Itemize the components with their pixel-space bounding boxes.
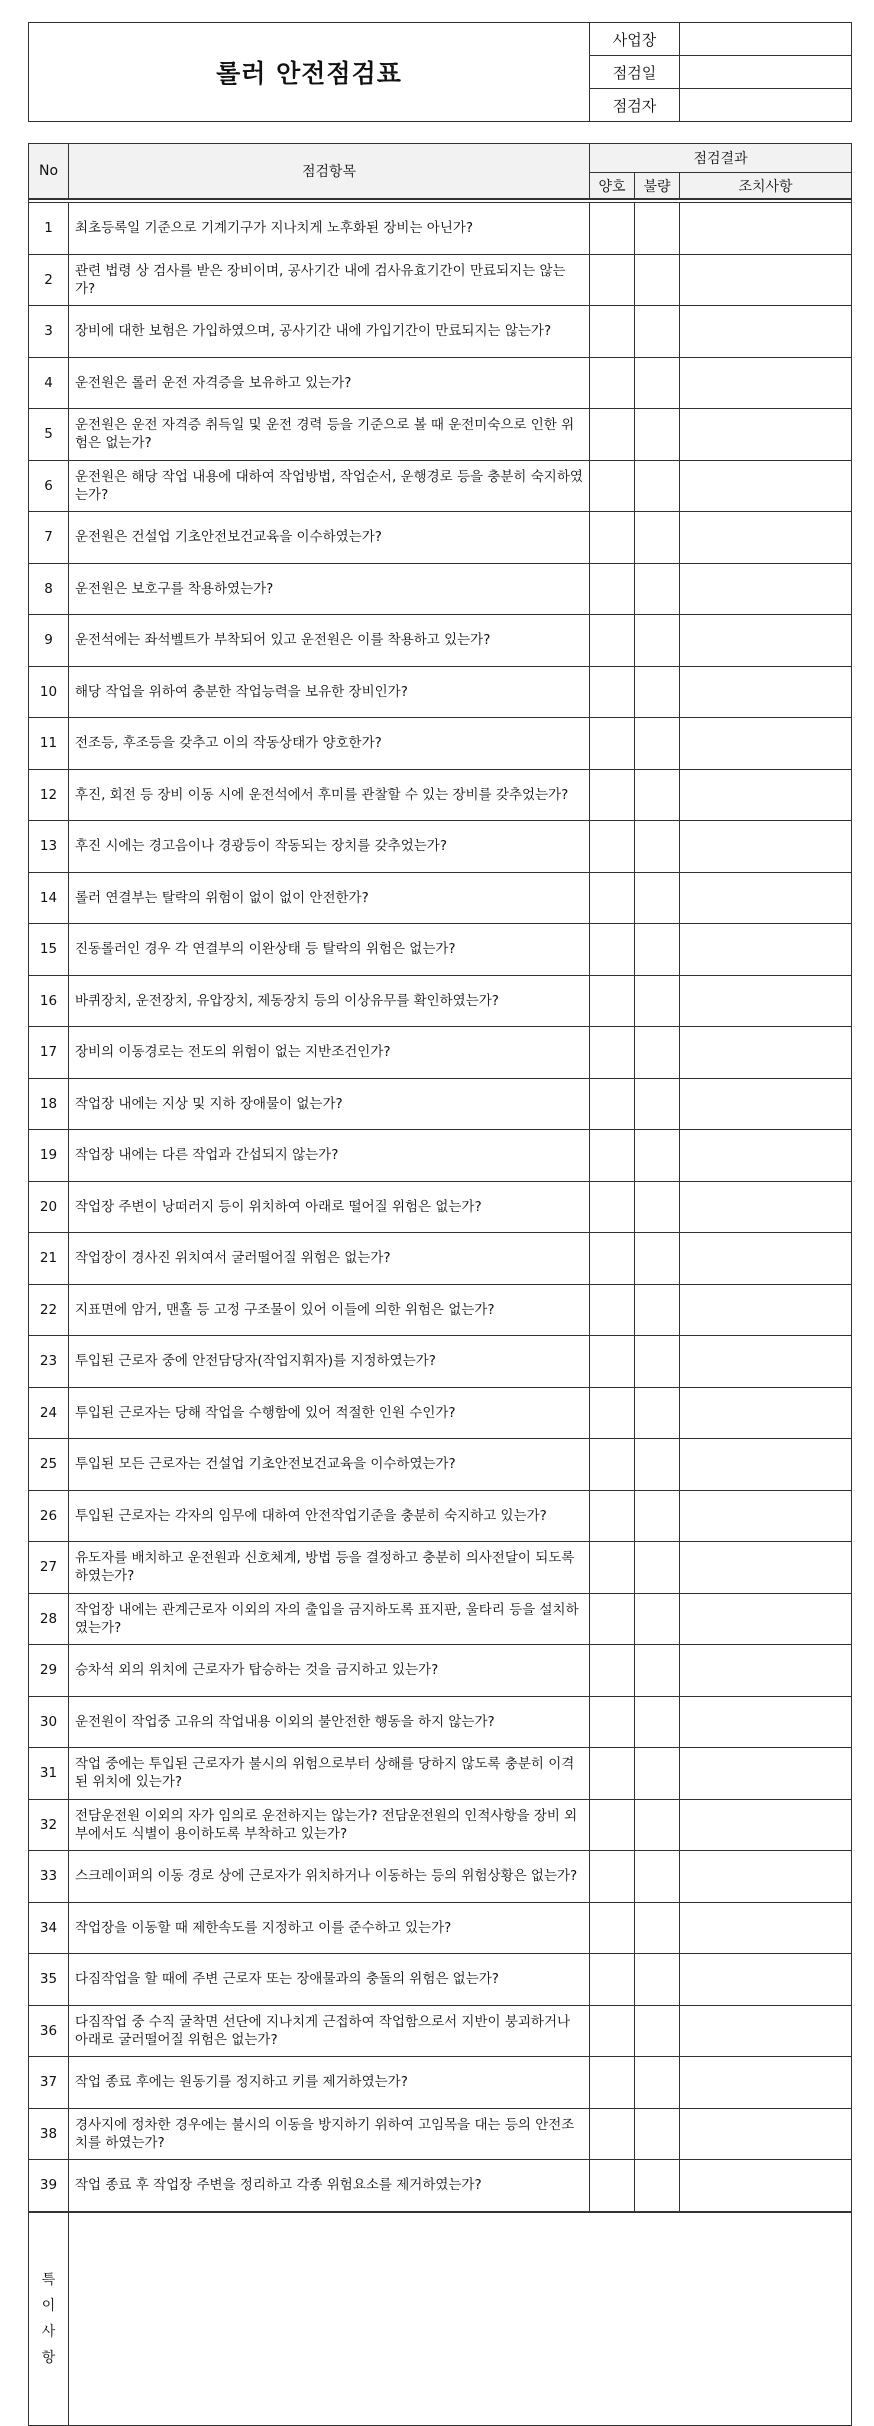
good-check-cell[interactable] [590,821,635,873]
bad-check-cell[interactable] [635,2005,680,2057]
bad-check-cell[interactable] [635,1387,680,1439]
item-text: 유도자를 배치하고 운전원과 신호체계, 방법 등을 결정하고 충분히 의사전달이 되도록 하였는가? [69,1542,590,1594]
good-check-cell[interactable] [590,924,635,976]
item-text: 작업장이 경사진 위치여서 굴러떨어질 위험은 없는가? [69,1233,590,1285]
item-text: 운전원은 운전 자격증 취득일 및 운전 경력 등을 기준으로 볼 때 운전미숙으로 인한 위험은 없는가? [69,409,590,461]
bad-check-cell[interactable] [635,357,680,409]
notes-field[interactable] [69,2212,852,2426]
good-check-cell[interactable] [590,975,635,1027]
bad-check-cell[interactable] [635,1027,680,1079]
good-check-cell[interactable] [590,1696,635,1748]
bad-check-cell[interactable] [635,666,680,718]
item-number: 10 [29,666,69,718]
item-text: 경사지에 정차한 경우에는 불시의 이동을 방지하기 위하여 고임목을 대는 등의 안전조치를 하였는가? [69,2108,590,2160]
good-check-cell[interactable] [590,1542,635,1594]
item-text: 작업장 주변이 낭떠러지 등이 위치하여 아래로 떨어질 위험은 없는가? [69,1181,590,1233]
item-text: 투입된 모든 근로자는 건설업 기초안전보건교육을 이수하였는가? [69,1439,590,1491]
item-text: 운전석에는 좌석벨트가 부착되어 있고 운전원은 이를 착용하고 있는가? [69,615,590,667]
action-cell[interactable] [680,2057,852,2109]
bad-check-cell[interactable] [635,1799,680,1851]
item-number: 36 [29,2005,69,2057]
item-number: 26 [29,1490,69,1542]
good-check-cell[interactable] [590,615,635,667]
action-cell[interactable] [680,1078,852,1130]
action-cell[interactable] [680,1851,852,1903]
item-number: 27 [29,1542,69,1594]
item-number: 14 [29,872,69,924]
item-text: 해당 작업을 위하여 충분한 작업능력을 보유한 장비인가? [69,666,590,718]
table-row [29,1645,852,1697]
table-row [29,2108,852,2160]
action-cell[interactable] [680,872,852,924]
action-cell[interactable] [680,1645,852,1697]
item-number: 34 [29,1902,69,1954]
bad-check-cell[interactable] [635,306,680,358]
table-row [29,975,852,1027]
action-cell[interactable] [680,718,852,770]
table-row [29,924,852,976]
bad-check-cell[interactable] [635,563,680,615]
good-check-cell[interactable] [590,357,635,409]
item-number: 6 [29,460,69,512]
table-row [29,1439,852,1491]
good-check-cell[interactable] [590,718,635,770]
good-check-cell[interactable] [590,769,635,821]
item-text: 전담운전원 이외의 자가 임의로 운전하지는 않는가? 전담운전원의 인적사항을 장비 외부에서도 식별이 용이하도록 부착하고 있는가? [69,1799,590,1851]
item-text: 운전원은 보호구를 착용하였는가? [69,563,590,615]
action-cell[interactable] [680,1130,852,1182]
item-text: 진동롤러인 경우 각 연결부의 이완상태 등 탈락의 위험은 없는가? [69,924,590,976]
action-cell[interactable] [680,666,852,718]
good-check-cell[interactable] [590,1645,635,1697]
action-cell[interactable] [680,1387,852,1439]
item-text: 장비의 이동경로는 전도의 위험이 없는 지반조건인가? [69,1027,590,1079]
item-number: 37 [29,2057,69,2109]
table-row [29,1696,852,1748]
table-row [29,769,852,821]
table-row [29,872,852,924]
item-text: 지표면에 암거, 맨홀 등 고정 구조물이 있어 이들에 의한 위험은 없는가? [69,1284,590,1336]
bad-check-cell[interactable] [635,203,680,255]
col-header-bad: 불량 [635,173,680,200]
item-number: 25 [29,1439,69,1491]
good-check-cell[interactable] [590,1902,635,1954]
bad-check-cell[interactable] [635,718,680,770]
item-number: 35 [29,1954,69,2006]
table-row [29,563,852,615]
item-text: 운전원은 롤러 운전 자격증을 보유하고 있는가? [69,357,590,409]
table-row [29,1954,852,2006]
item-number: 33 [29,1851,69,1903]
notes-label: 특이사항 [41,2271,56,2366]
action-cell[interactable] [680,254,852,306]
col-header-result: 점검결과 [590,144,852,173]
bad-check-cell[interactable] [635,1284,680,1336]
item-number: 17 [29,1027,69,1079]
good-check-cell[interactable] [590,2057,635,2109]
good-check-cell[interactable] [590,872,635,924]
item-text: 작업장을 이동할 때 제한속도를 지정하고 이를 준수하고 있는가? [69,1902,590,1954]
action-cell[interactable] [680,1954,852,2006]
good-check-cell[interactable] [590,203,635,255]
bad-check-cell[interactable] [635,924,680,976]
bad-check-cell[interactable] [635,1542,680,1594]
good-check-cell[interactable] [590,1799,635,1851]
item-number: 3 [29,306,69,358]
good-check-cell[interactable] [590,2005,635,2057]
action-cell[interactable] [680,203,852,255]
table-row [29,1851,852,1903]
bad-check-cell[interactable] [635,1954,680,2006]
action-cell[interactable] [680,1181,852,1233]
item-text: 관련 법령 상 검사를 받은 장비이며, 공사기간 내에 검사유효기간이 만료되지는 않는가? [69,254,590,306]
good-check-cell[interactable] [590,1130,635,1182]
item-number: 1 [29,203,69,255]
action-cell[interactable] [680,1336,852,1388]
table-row [29,1284,852,1336]
bad-check-cell[interactable] [635,615,680,667]
item-text: 운전원은 건설업 기초안전보건교육을 이수하였는가? [69,512,590,564]
item-text: 운전원이 작업중 고유의 작업내용 이외의 불안전한 행동을 하지 않는가? [69,1696,590,1748]
table-row [29,1490,852,1542]
item-number: 30 [29,1696,69,1748]
item-number: 4 [29,357,69,409]
action-cell[interactable] [680,1696,852,1748]
date-field[interactable] [680,56,852,89]
item-text: 작업 중에는 투입된 근로자가 불시의 위험으로부터 상해를 당하지 않도록 충분히 이격된 위치에 있는가? [69,1748,590,1800]
action-cell[interactable] [680,2005,852,2057]
item-number: 22 [29,1284,69,1336]
bad-check-cell[interactable] [635,1181,680,1233]
table-row [29,1336,852,1388]
checklist-table [28,143,852,2426]
item-text: 스크레이퍼의 이동 경로 상에 근로자가 위치하거나 이동하는 등의 위험상황은 없는가? [69,1851,590,1903]
bad-check-cell[interactable] [635,1851,680,1903]
item-text: 다짐작업 중 수직 굴착면 선단에 지나치게 근접하여 작업함으로서 지반이 붕괴하거나 아래로 굴러떨어질 위험은 없는가? [69,2005,590,2057]
good-check-cell[interactable] [590,254,635,306]
action-cell[interactable] [680,2160,852,2212]
table-row [29,1233,852,1285]
good-check-cell[interactable] [590,1387,635,1439]
bad-check-cell[interactable] [635,872,680,924]
item-text: 투입된 근로자는 각자의 임무에 대하여 안전작업기준을 충분히 숙지하고 있는가? [69,1490,590,1542]
good-check-cell[interactable] [590,1748,635,1800]
table-row [29,718,852,770]
good-check-cell[interactable] [590,563,635,615]
action-cell[interactable] [680,409,852,461]
table-row [29,512,852,564]
action-cell[interactable] [680,460,852,512]
col-header-item: 점검항목 [69,144,590,200]
action-cell[interactable] [680,924,852,976]
item-number: 12 [29,769,69,821]
notes-label-cell [29,2212,69,2426]
table-row [29,409,852,461]
item-number: 19 [29,1130,69,1182]
action-cell[interactable] [680,1439,852,1491]
table-row [29,1027,852,1079]
item-number: 15 [29,924,69,976]
inspector-label: 점검자 [590,89,680,122]
bad-check-cell[interactable] [635,1336,680,1388]
col-header-no: No [29,144,69,200]
action-cell[interactable] [680,1027,852,1079]
item-text: 후진 시에는 경고음이나 경광등이 작동되는 장치를 갖추었는가? [69,821,590,873]
item-text: 롤러 연결부는 탈락의 위험이 없이 없이 안전한가? [69,872,590,924]
item-text: 최초등록일 기준으로 기계기구가 지나치게 노후화된 장비는 아닌가? [69,203,590,255]
table-row [29,254,852,306]
bad-check-cell[interactable] [635,254,680,306]
header-table [28,22,852,122]
bad-check-cell[interactable] [635,1902,680,1954]
action-cell[interactable] [680,1233,852,1285]
good-check-cell[interactable] [590,1027,635,1079]
item-number: 5 [29,409,69,461]
bad-check-cell[interactable] [635,975,680,1027]
action-cell[interactable] [680,821,852,873]
item-text: 다짐작업을 할 때에 주변 근로자 또는 장애물과의 충돌의 위험은 없는가? [69,1954,590,2006]
good-check-cell[interactable] [590,1851,635,1903]
good-check-cell[interactable] [590,1439,635,1491]
table-row [29,1130,852,1182]
table-row [29,2005,852,2057]
good-check-cell[interactable] [590,1593,635,1645]
table-row [29,666,852,718]
item-text: 작업장 내에는 다른 작업과 간섭되지 않는가? [69,1130,590,1182]
inspector-field[interactable] [680,89,852,122]
item-number: 13 [29,821,69,873]
item-number: 32 [29,1799,69,1851]
good-check-cell[interactable] [590,409,635,461]
good-check-cell[interactable] [590,2160,635,2212]
item-number: 23 [29,1336,69,1388]
table-row [29,615,852,667]
item-number: 38 [29,2108,69,2160]
item-text: 작업장 내에는 관계근로자 이외의 자의 출입을 금지하도록 표지판, 울타리 등을 설치하였는가? [69,1593,590,1645]
good-check-cell[interactable] [590,1078,635,1130]
action-cell[interactable] [680,1490,852,1542]
table-row [29,1748,852,1800]
item-text: 작업장 내에는 지상 및 지하 장애물이 없는가? [69,1078,590,1130]
action-cell[interactable] [680,769,852,821]
table-row [29,821,852,873]
item-number: 28 [29,1593,69,1645]
item-number: 24 [29,1387,69,1439]
bad-check-cell[interactable] [635,1696,680,1748]
action-cell[interactable] [680,357,852,409]
item-number: 7 [29,512,69,564]
good-check-cell[interactable] [590,1336,635,1388]
table-row [29,1078,852,1130]
item-text: 장비에 대한 보험은 가입하였으며, 공사기간 내에 가입기간이 만료되지는 않는가? [69,306,590,358]
good-check-cell[interactable] [590,306,635,358]
action-cell[interactable] [680,1593,852,1645]
bad-check-cell[interactable] [635,2057,680,2109]
bad-check-cell[interactable] [635,2108,680,2160]
item-number: 29 [29,1645,69,1697]
date-label: 점검일 [590,56,680,89]
item-number: 9 [29,615,69,667]
table-row [29,460,852,512]
action-cell[interactable] [680,1284,852,1336]
item-text: 작업 종료 후에는 원동기를 정지하고 키를 제거하였는가? [69,2057,590,2109]
document-title: 롤러 안전점검표 [29,23,590,122]
good-check-cell[interactable] [590,1954,635,2006]
bad-check-cell[interactable] [635,512,680,564]
bad-check-cell[interactable] [635,1748,680,1800]
table-row [29,1799,852,1851]
item-text: 작업 종료 후 작업장 주변을 정리하고 각종 위험요소를 제거하였는가? [69,2160,590,2212]
item-number: 11 [29,718,69,770]
action-cell[interactable] [680,1748,852,1800]
good-check-cell[interactable] [590,1181,635,1233]
item-number: 2 [29,254,69,306]
col-header-action: 조치사항 [680,173,852,200]
item-text: 투입된 근로자 중에 안전담당자(작업지휘자)를 지정하였는가? [69,1336,590,1388]
item-number: 8 [29,563,69,615]
site-field[interactable] [680,23,852,56]
col-header-good: 양호 [590,173,635,200]
item-number: 39 [29,2160,69,2212]
item-number: 21 [29,1233,69,1285]
bad-check-cell[interactable] [635,1130,680,1182]
table-row [29,1593,852,1645]
good-check-cell[interactable] [590,1284,635,1336]
good-check-cell[interactable] [590,460,635,512]
table-row [29,1181,852,1233]
bad-check-cell[interactable] [635,1490,680,1542]
action-cell[interactable] [680,975,852,1027]
bad-check-cell[interactable] [635,1439,680,1491]
item-number: 20 [29,1181,69,1233]
good-check-cell[interactable] [590,2108,635,2160]
table-row [29,2057,852,2109]
action-cell[interactable] [680,563,852,615]
table-row [29,2160,852,2212]
good-check-cell[interactable] [590,1490,635,1542]
action-cell[interactable] [680,306,852,358]
bad-check-cell[interactable] [635,769,680,821]
bad-check-cell[interactable] [635,1233,680,1285]
item-number: 18 [29,1078,69,1130]
item-text: 투입된 근로자는 당해 작업을 수행함에 있어 적절한 인원 수인가? [69,1387,590,1439]
bad-check-cell[interactable] [635,460,680,512]
bad-check-cell[interactable] [635,2160,680,2212]
item-text: 운전원은 해당 작업 내용에 대하여 작업방법, 작업순서, 운행경로 등을 충분히 숙지하였는가? [69,460,590,512]
item-text: 후진, 회전 등 장비 이동 시에 운전석에서 후미를 관찰할 수 있는 장비를 갖추었는가? [69,769,590,821]
action-cell[interactable] [680,615,852,667]
bad-check-cell[interactable] [635,1078,680,1130]
notes-row [29,2212,852,2426]
table-row [29,357,852,409]
action-cell[interactable] [680,512,852,564]
good-check-cell[interactable] [590,1233,635,1285]
site-label: 사업장 [590,23,680,56]
table-row [29,306,852,358]
item-number: 31 [29,1748,69,1800]
table-row [29,1387,852,1439]
table-row [29,1542,852,1594]
good-check-cell[interactable] [590,666,635,718]
bad-check-cell[interactable] [635,1645,680,1697]
bad-check-cell[interactable] [635,821,680,873]
table-row [29,1902,852,1954]
item-number: 16 [29,975,69,1027]
action-cell[interactable] [680,2108,852,2160]
item-text: 바퀴장치, 운전장치, 유압장치, 제동장치 등의 이상유무를 확인하였는가? [69,975,590,1027]
table-row [29,203,852,255]
action-cell[interactable] [680,1542,852,1594]
good-check-cell[interactable] [590,512,635,564]
bad-check-cell[interactable] [635,1593,680,1645]
action-cell[interactable] [680,1799,852,1851]
item-text: 전조등, 후조등을 갖추고 이의 작동상태가 양호한가? [69,718,590,770]
action-cell[interactable] [680,1902,852,1954]
bad-check-cell[interactable] [635,409,680,461]
item-text: 승차석 외의 위치에 근로자가 탑승하는 것을 금지하고 있는가? [69,1645,590,1697]
